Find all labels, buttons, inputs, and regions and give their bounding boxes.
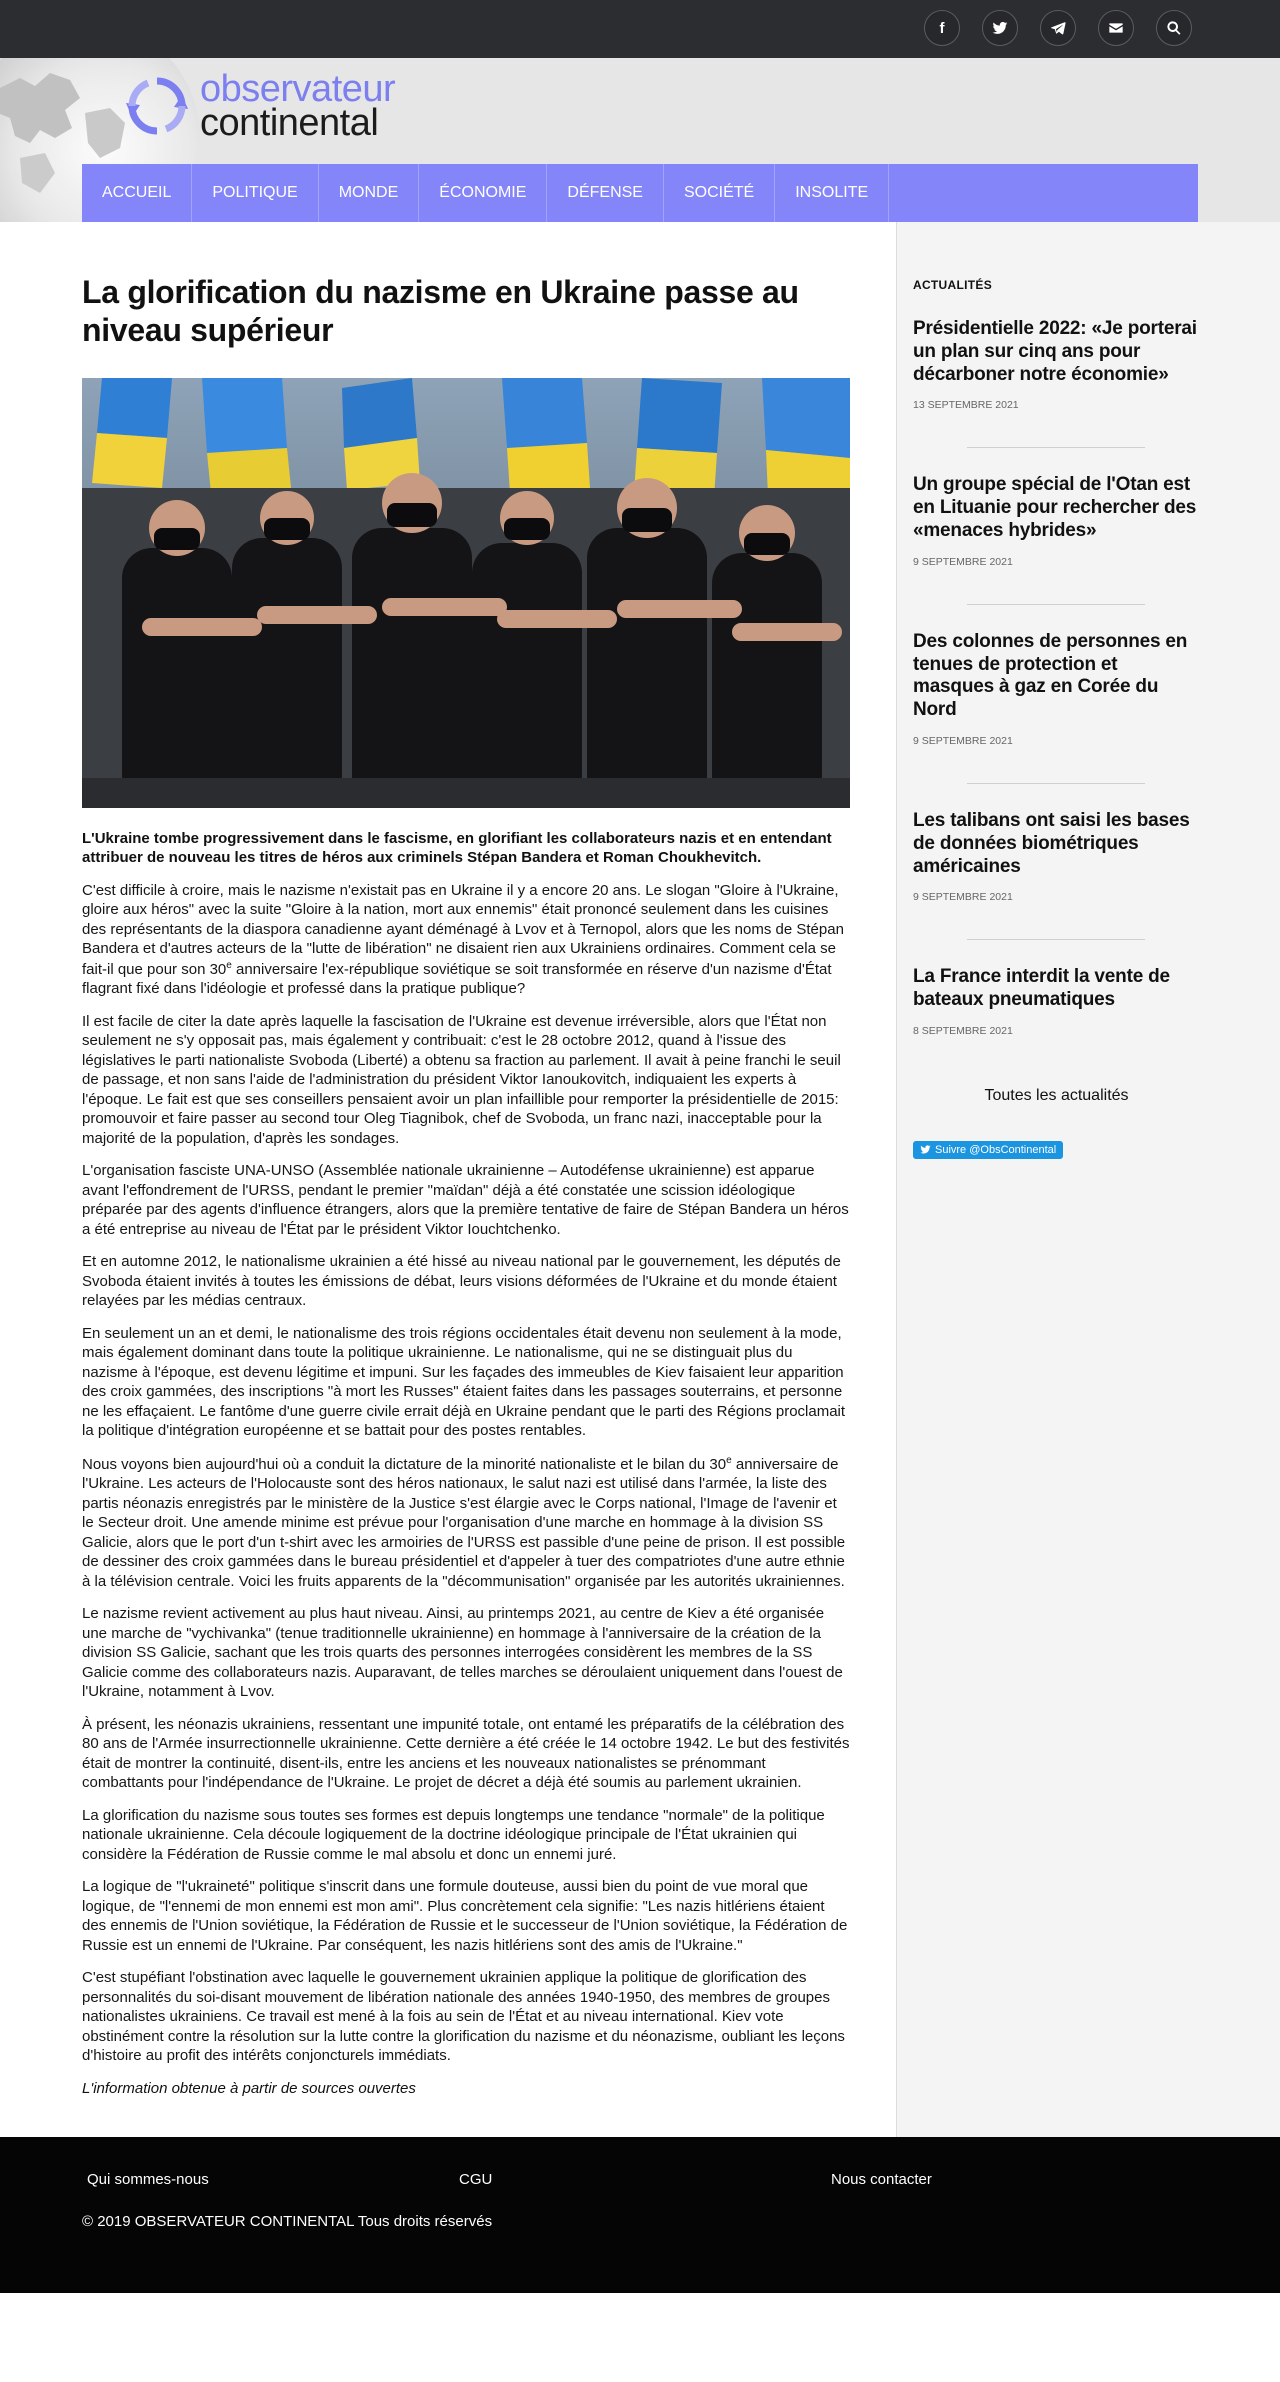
news-date: 13 SEPTEMBRE 2021 [913,399,1019,412]
paragraph-text: C'est difficile à croire, mais le nazisme n'existait pas en Ukraine il y a encore 20 ans. Le slogan "Gloire à l'Ukraine, gloire aux héros" avec la suite "Gloire à la nation, mort aux ennemis" était prononcé seulement dans les cuisines des représentants de la diaspora canadienne ayant déménagé à Lvov et à Ternopol, alors que les noms de Stépan Bandera et d'autres acteurs de la "lutte de libération" ne disaient rien aux Ukrainiens ordinaires. Comment cela se fait-il que pour son 30 [82,881,844,978]
news-title[interactable]: Un groupe spécial de l'Otan est en Lituanie pour rechercher des «menaces hybrides» [913,474,1197,541]
telegram-button[interactable] [1040,10,1076,46]
footer-links [82,2171,1198,2188]
telegram-icon [1050,20,1066,36]
article-paragraph [82,881,850,999]
news-date: 9 SEPTEMBRE 2021 [913,891,1013,904]
article-paragraph: En seulement un an et demi, le nationalisme des trois régions occidentales était devenu non seulement à la mode, mais également dominant dans toute la politique ukrainienne. Le nationalisme, qui ne se distinguait plus du nazisme à l'époque, est devenu légitime et impuni. Sur les façades des immeubles de Kiev faisaient leur apparition des croix gammées, des inscriptions "à mort les Russes" étaient faites dans les passages souterrains, et personne ne les effaçaient. Le fantôme d'une guerre civile errait déjà en Ukraine pendant que le parti des Régions proclamait la politique d'intégration européenne et se battait pour des postes rentables. [82,1324,846,1439]
news-title[interactable]: Des colonnes de personnes en tenues de protection et masques à gaz en Corée du Nord [913,630,1188,721]
logo-line-2: continental [200,102,379,144]
twitter-icon [992,20,1008,36]
footer-link-cgu[interactable]: CGU [459,2170,493,2188]
footer-link-contact[interactable]: Nous contacter [831,2170,932,2188]
paragraph-text: anniversaire de l'Ukraine. Les acteurs de l'Holocauste sont des héros nationaux, le salut nazi est utilisé dans l'armée, la liste des partis néonazis enregistrés par le ministère de la Justice s'est élargie avec le Corps national, l'Image de l'avenir et le Secteur droit. Une amende minime est prévue pour l'organisation d'une marche en hommage à la division SS Galicie, alors que le port d'un t-shirt avec les armoiries de l'URSS est passible d'une peine de prison. Il est possible de dessiner des croix gammées dans le bureau présidentiel et d'appeler à tuer des compatriotes d'une autre ethnie à la télévision centrale. Voici les fruits apparents de la "décommunisation" organisée par les autorités ukrainiennes. [82,1455,846,1590]
copyright: © 2019 OBSERVATEUR CONTINENTAL Tous droits réservés [82,2212,493,2230]
search-icon [1166,20,1182,36]
top-bar [0,0,1280,58]
article-source: L'information obtenue à partir de sources ouvertes [82,2079,416,2097]
site-header [0,58,1280,222]
main-nav [82,164,1198,222]
email-button[interactable] [1098,10,1134,46]
news-item[interactable] [913,810,1200,903]
news-sidebar [896,222,1280,2137]
nav-defense[interactable]: DÉFENSE [547,164,664,222]
ordinal-suffix: e [726,1454,732,1466]
facebook-icon: f [939,19,945,37]
logo-arrows-icon [124,73,190,139]
article-paragraph: Le nazisme revient activement au plus haut niveau. Ainsi, au printemps 2021, au centre de Kiev a été organisée une marche de "vychivanka" (tenue traditionnelle ukrainienne) en hommage à l'anniversaire de la création de la division SS Galicie, sachant que les trois quarts des personnes interrogées considèrent les membres de la SS Galicie comme des collaborateurs nazis. Auparavant, de telles marches se déroulaient uniquement dans l'ouest de l'Ukraine, notamment à Lvov. [82,1605,843,1700]
article-paragraph: L'organisation fasciste UNA-UNSO (Assemblée nationale ukrainienne – Autodéfense ukrainienne) est apparue avant l'effondrement de l'URSS, pendant le premier "maïdan" déjà a été constatée une scission idéologique préparée par des agents d'influence étrangers, alors que la première tentative de faire de Stépan Bandera un héros a été entreprise au niveau de l'État par le président Viktor Iouchtchenko. [82,1162,849,1238]
article-paragraph: À présent, les néonazis ukrainiens, ressentant une impunité totale, ont entamé les préparatifs de la célébration des 80 ans de l'Armée insurrectionnelle ukrainienne. Cette dernière a été créée le 14 octobre 1942. Le but des festivités était de montrer la continuité, disent-ils, entre les anciens et les nouveaux nationalistes se prénommant combattants pour l'indépendance de l'Ukraine. Le projet de décret a déjà été soumis au parlement ukrainien. [82,1715,850,1791]
nav-insolite[interactable]: INSOLITE [775,164,889,222]
facebook-button[interactable] [924,10,960,46]
twitter-icon [920,1144,931,1155]
article [0,222,896,2137]
article-photo [82,378,850,808]
all-news-link[interactable]: Toutes les actualités [984,1086,1129,1104]
news-title[interactable]: La France interdit la vente de bateaux pneumatiques [913,966,1170,1011]
article-paragraph: La glorification du nazisme sous toutes ses formes est depuis longtemps une tendance "normale" de la politique nationale ukrainienne. Cela découle logiquement de la doctrine idéologique principale de l'État ukrainien qui considère la Fédération de Russie comme le mal absolu et donc un ennemi juré. [82,1806,825,1863]
paragraph-text: Nous voyons bien aujourd'hui où a conduit la dictature de la minorité nationaliste et le bilan du 30 [82,1455,727,1473]
nav-monde[interactable]: MONDE [319,164,420,222]
article-lead: L'Ukraine tombe progressivement dans le fascisme, en glorifiant les collaborateurs nazis et en entendant attribuer de nouveau les titres de héros aux criminels Stépan Bandera et Roman Choukhevitch. [82,829,832,866]
news-item[interactable] [913,474,1200,567]
site-logo[interactable] [124,70,395,142]
news-item[interactable] [913,631,1200,747]
article-paragraph: Il est facile de citer la date après laquelle la fascisation de l'Ukraine est devenue irréversible, alors que l'État non seulement ne s'y opposait pas, mais également y contribuait: c'est le 28 octobre 2012, quand à l'issue des législatives le parti nationaliste Svoboda (Liberté) a obtenu sa fraction au parlement. Il avait à peine franchi le seuil de passage, et non sans l'aide de l'administration du président Viktor Ianoukovitch, indiquaient les experts à l'époque. Le fait est que ses conseillers pensaient avoir un plan infaillible pour remporter la présidentielle de 2015: promouvoir et faire passer au second tour Oleg Tiagnibok, chef de Svoboda, un franc nazi, inacceptable pour la majorité de la population, d'après les sondages. [82,1012,841,1147]
divider [967,604,1145,605]
twitter-follow-label: Suivre @ObsContinental [935,1143,1057,1156]
news-title[interactable]: Les talibans ont saisi les bases de données biométriques américaines [913,809,1190,877]
search-button[interactable] [1156,10,1192,46]
nav-economie[interactable]: ÉCONOMIE [419,164,547,222]
article-title: La glorification du nazisme en Ukraine passe au niveau supérieur [82,274,799,348]
article-paragraph [82,1454,850,1592]
article-paragraph: C'est stupéfiant l'obstination avec laquelle le gouvernement ukrainien applique la politique de glorification des personnalités du soi-disant mouvement de libération nationale des années 1940-1950, des membres de groupes nationalistes ukrainiens. Ce travail est mené à la fois au sein de l'État et au niveau international. Kiev vote obstinément contre la résolution sur la lutte contre la glorification du nazisme et du néonazisme, oubliant les leçons d'histoire au profit des intérêts conjoncturels immédiats. [82,1969,845,2064]
news-date: 9 SEPTEMBRE 2021 [913,555,1013,568]
nav-societe[interactable]: SOCIÉTÉ [664,164,775,222]
social-links [924,10,1192,46]
ordinal-suffix: e [226,959,232,971]
page-content [0,222,1280,2137]
news-title[interactable]: Présidentielle 2022: «Je porterai un plan sur cinq ans pour décarboner notre économie» [913,318,1197,385]
sidebar-heading: ACTUALITÉS [913,278,992,292]
news-item[interactable] [913,318,1200,411]
twitter-follow-button[interactable] [913,1141,1063,1159]
article-paragraph: La logique de "l'ukraineté" politique s'inscrit dans une formule douteuse, aussi bien du point de vue moral que logique, de "l'ennemi de mon ennemi est mon ami". Plus concrètement cela signifie: "Les nazis hitlériens étaient des ennemis de l'Union soviétique, la Fédération de Russie et le successeur de l'Union soviétique, la Fédération de Russie est un ennemi de l'Ukraine. Par conséquent, les nazis hitlériens sont des amis de l'Ukraine." [82,1878,848,1954]
divider [967,783,1145,784]
news-date: 9 SEPTEMBRE 2021 [913,734,1013,747]
paragraph-text: anniversaire l'ex-république soviétique se soit transformée en réserve d'un nazisme d'État flagrant fixé dans l'idéologie et professé dans la pratique publique? [82,960,832,997]
divider [967,939,1145,940]
logo-line-1: observateur [200,68,396,110]
email-icon [1108,20,1124,36]
nav-accueil[interactable]: ACCUEIL [82,164,192,222]
site-footer [0,2137,1280,2293]
nav-politique[interactable]: POLITIQUE [192,164,318,222]
twitter-button[interactable] [982,10,1018,46]
news-date: 8 SEPTEMBRE 2021 [913,1024,1013,1037]
logo-wordmark [200,70,395,142]
news-item[interactable] [913,966,1200,1037]
article-paragraph: Et en automne 2012, le nationalisme ukrainien a été hissé au niveau national par le gouvernement, les députés de Svoboda étaient invités à toutes les émissions de débat, leurs visions déformées de l'Ukraine et du monde étaient relayées par les médias centraux. [82,1253,841,1309]
footer-link-about[interactable]: Qui sommes-nous [87,2170,209,2188]
divider [967,447,1145,448]
